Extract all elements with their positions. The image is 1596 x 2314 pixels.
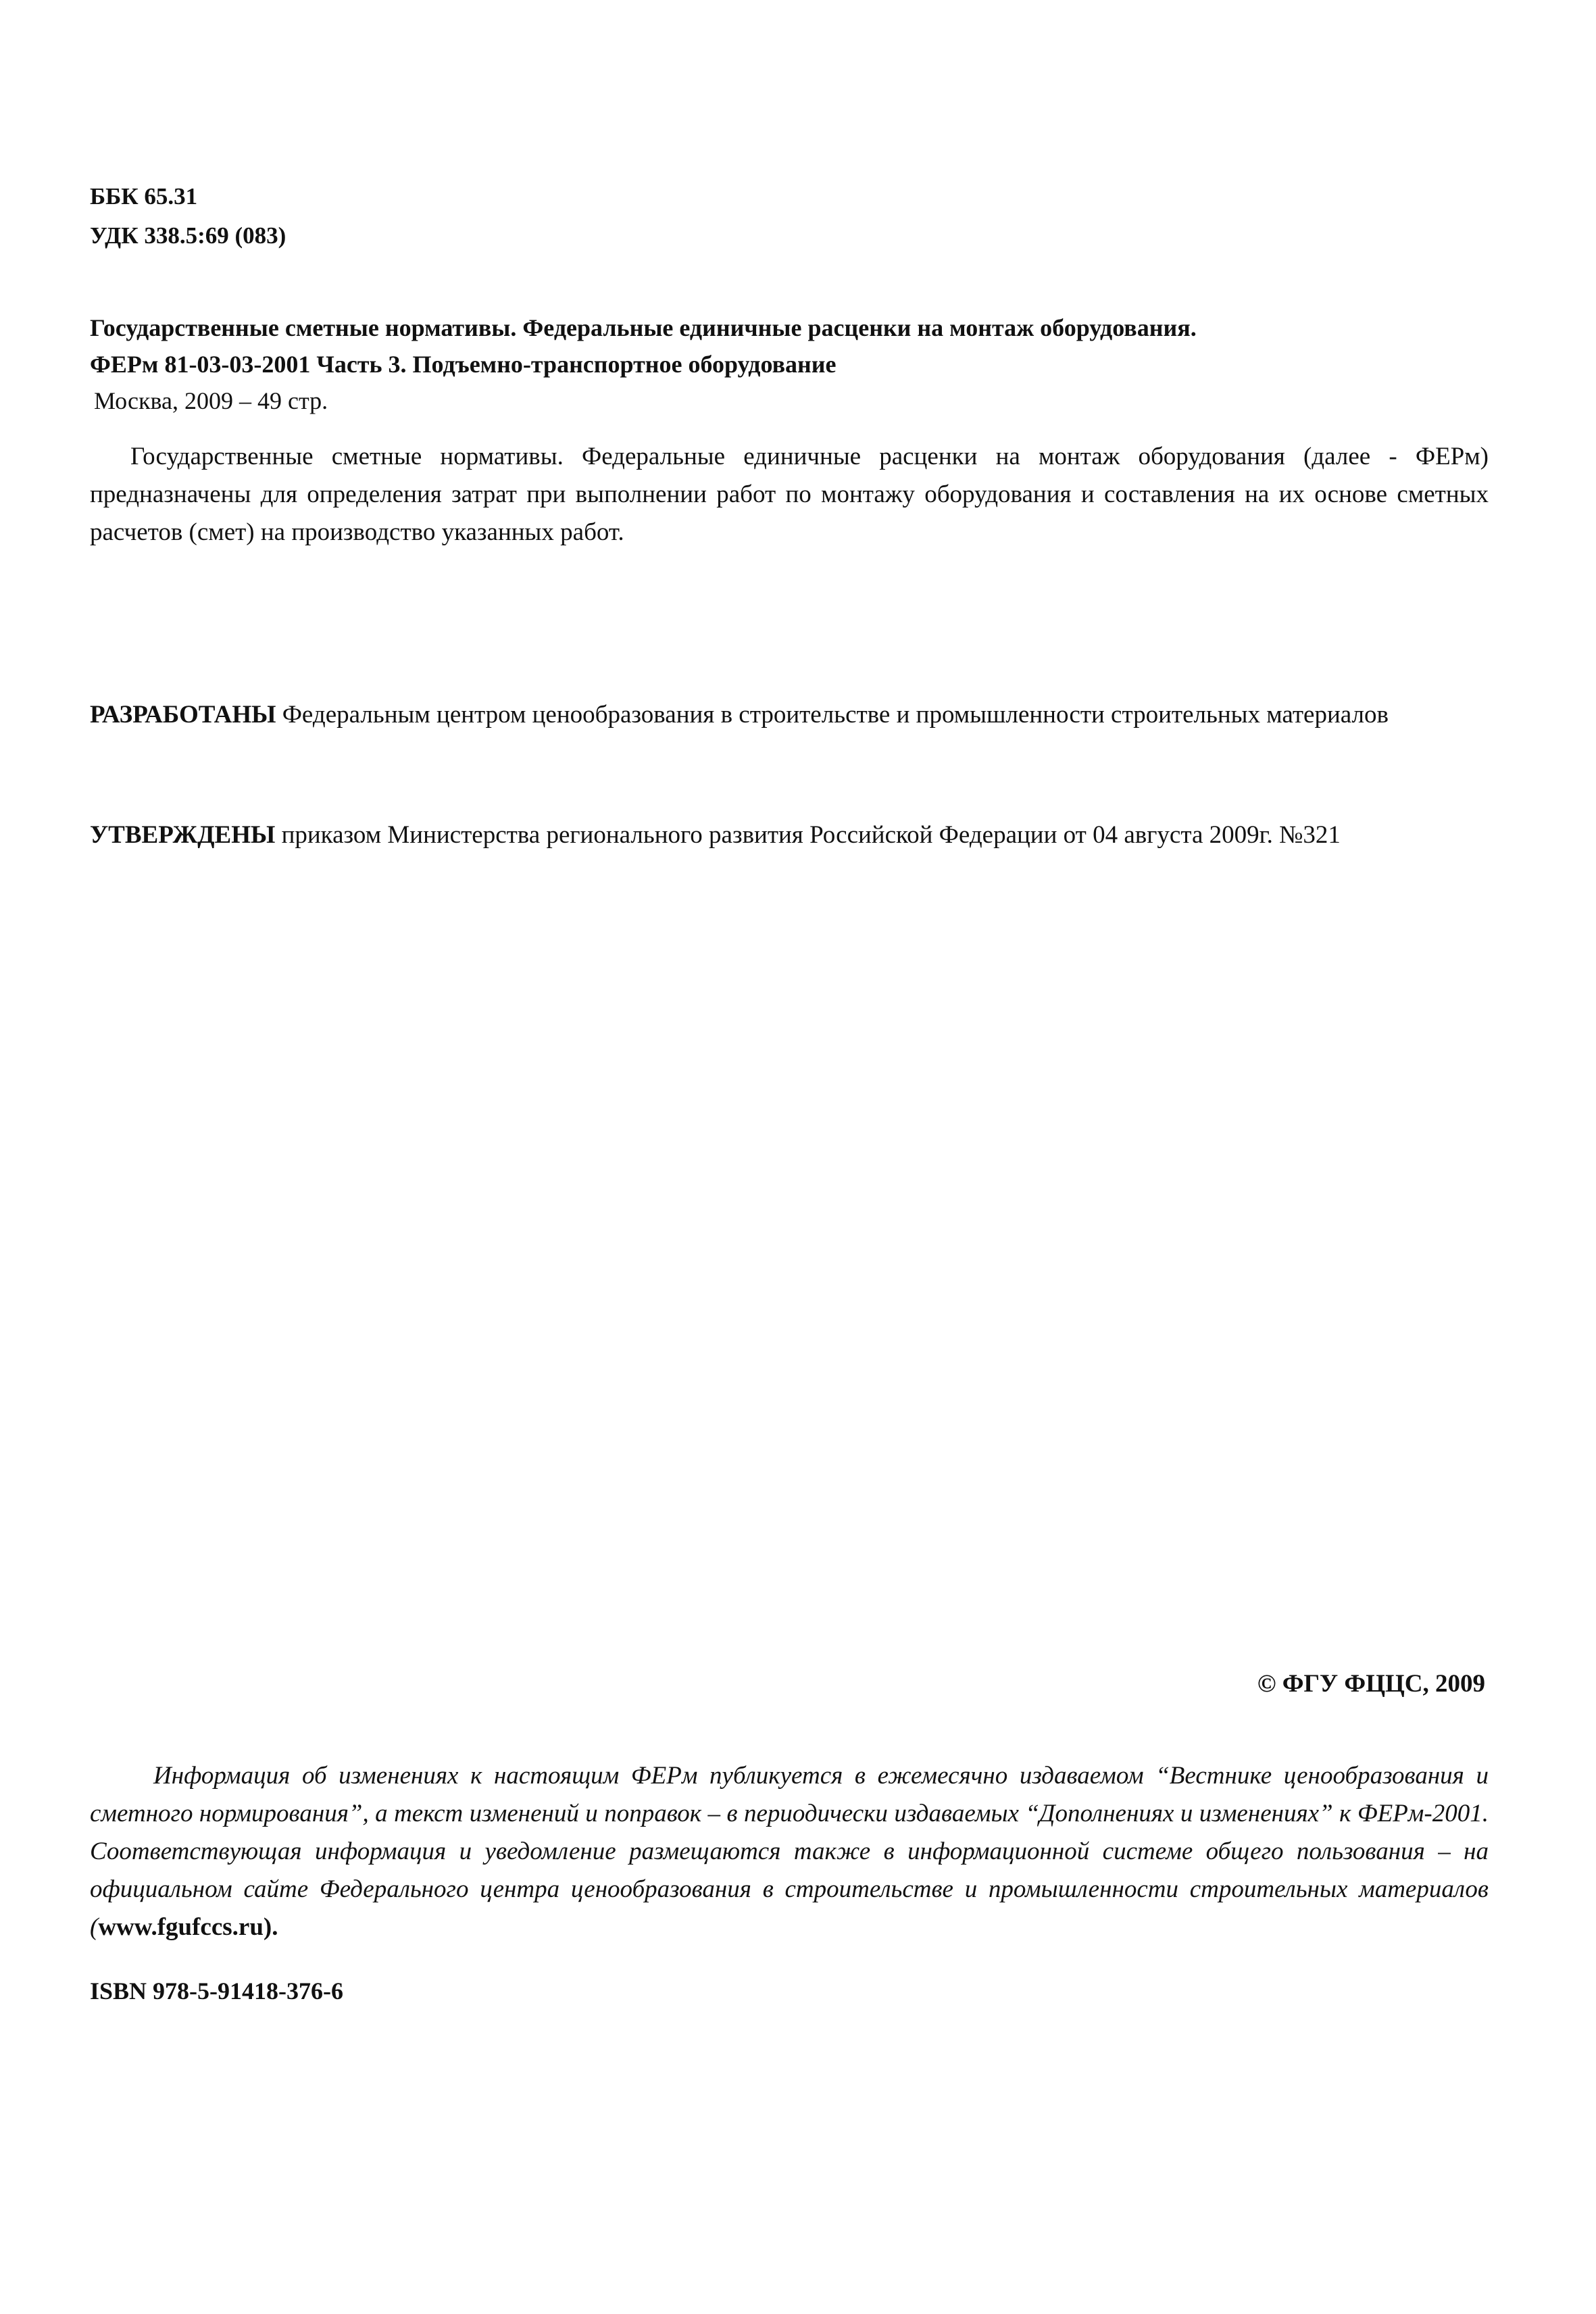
updates-info-paragraph [90, 1757, 1489, 1946]
approved-text: приказом Министерства регионального развития Российской Федерации от 04 августа 2009г. №321 [275, 821, 1341, 849]
copyright-notice: © ФГУ ФЦЦС, 2009 [1257, 1670, 1485, 1698]
document-title [90, 310, 1509, 419]
developed-by-paragraph [90, 696, 1489, 734]
approved-by-paragraph [90, 816, 1509, 854]
updates-info-text: Информация об изменениях к настоящим ФЕРм публикуется в ежемесячно издаваемом “Вестнике ценообразования и сметного нормирования”, а текст изменений и поправок – в периодически издаваемых “Дополнениях и изменениях” к ФЕРм-2001. Соответствующая информация и уведомление размещаются также в информационной системе общего пользования – на официальном сайте Федерального центра ценообразования в строительстве и промышленности строительных материалов ( [90, 1762, 1489, 1941]
intro-paragraph: Государственные сметные нормативы. Федеральные единичные расценки на монтаж оборудования (далее - ФЕРм) предназначены для определения затрат при выполнении работ по монтажу оборудования и составления на их основе сметных расчетов (смет) на производство указанных работ. [90, 443, 1489, 546]
classification-codes [90, 177, 286, 255]
developed-text: Федеральным центром ценообразования в строительстве и промышленности строительных материалов [276, 701, 1389, 729]
isbn-number: ISBN 978-5-91418-376-6 [90, 1977, 343, 2004]
title-line-1: Государственные сметные нормативы. Федеральные единичные расценки на монтаж оборудования. [90, 314, 1197, 341]
developed-lead: РАЗРАБОТАНЫ [90, 701, 276, 729]
bbk-code: ББК 65.31 [90, 183, 198, 210]
website-link[interactable]: www.fgufccs.ru). [98, 1913, 278, 1941]
publication-info: Москва, 2009 – 49 стр. [94, 387, 328, 414]
title-line-2: ФЕРм 81-03-03-2001 Часть 3. Подъемно-транспортное оборудование [90, 351, 837, 378]
udk-code: УДК 338.5:69 (083) [90, 222, 286, 249]
approved-lead: УТВЕРЖДЕНЫ [90, 821, 276, 849]
